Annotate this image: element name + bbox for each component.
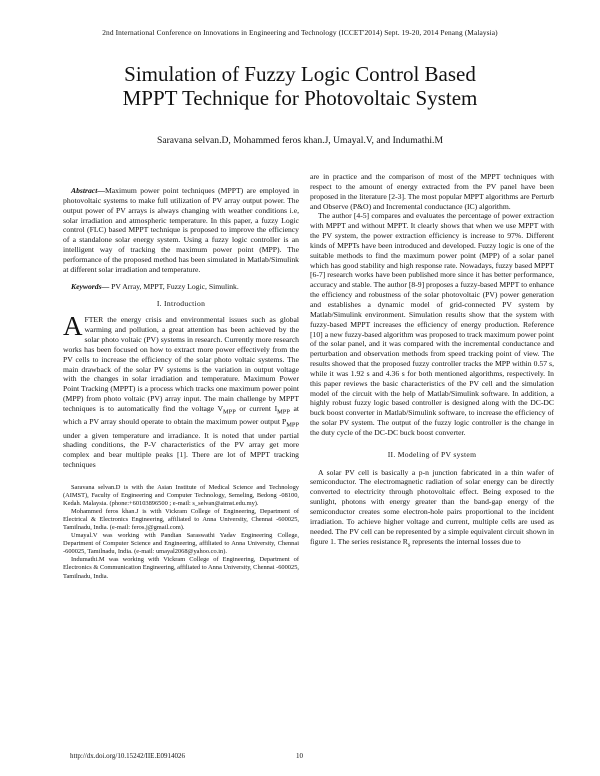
intro-sub-3: MPP [286,421,299,429]
abstract-label: Abstract— [71,186,105,195]
drop-cap: A [63,311,83,342]
footnote: Umayal.V was working with Pandian Saraswathi Yadav Engineering College, Department of Computer Science and Engineering, affiliated to Anna University, Chennai -600025, Tamilnadu, India. (e-mail: umayal2068@yahoo.co.in). [63,532,299,556]
abstract [63,186,299,275]
footnotes [63,484,299,581]
paper-title [40,62,560,110]
modeling-sub: s [407,541,411,549]
page-number: 10 [296,752,303,760]
section-heading-introduction: I. Introduction [156,299,206,309]
modeling-text: A solar PV cell is basically a p-n junction fabricated in a thin wafer of semiconductor. The electromagnetic radiation of solar energy can be directly converted to electricity through photovoltaic effect. Being exposed to the sunlight, photons with energy greater than the band-gap energy of the semiconductor creates some electron-hole pairs proportional to the incident irradiation. To achieve higher voltage and current, multiple cells are used as needed. The PV cell can be represented by a simple equivalent circuit shown in figure 1. The series resistance R [310,467,554,546]
abstract-text: Maximum power point techniques (MPPT) are employed in photovoltaic systems to make full utilization of PV array output power. The output power of PV arrays is always changing with weather conditions i.e, solar irradiation and atmospheric temperature. In this paper, a fuzzy Logic control (FLC) based MPPT technique is proposed to improve the efficiency of a standalone solar energy system. Using a fuzzy logic controller is an intelligent way of tracking the maximum power point (MPP). The performance of the proposed method has been simulated in Matlab/Simulink at different solar irradiation and temperature. [63,186,299,274]
title-line-1: Simulation of Fuzzy Logic Control Based [124,62,476,86]
title-line-2: MPPT Technique for Photovoltaic System [122,86,478,110]
right-paragraph-1: are in practice and the comparison of most of the MPPT techniques with respect to the amount of energy extracted from the PV panel have been proposed in the literature [2-3]. The most popular MPPT algorithms are Perturb and Observe (P&O) and Incremental conductance (IC) algorithm. [310,172,554,211]
conference-header: 2nd International Conference on Innovations in Engineering and Technology (ICCET'2014) Sept. 19-20, 2014 Penang (Malaysia) [102,28,498,37]
introduction-paragraph [63,311,299,470]
doi-link[interactable]: http://dx.doi.org/10.15242/IIE.E0914026 [70,752,185,760]
intro-lead: FTER [84,315,104,325]
footnote: Mohammed feros khan.J is with Vickram College of Engineering, Department of Electrical & Electronics Engineering, affiliated to Anna University, Chennai -600025, Tamilnadu, India. (e-mail: feros.j@gmail.com). [63,508,299,532]
intro-text: the energy crisis and environmental issues such as global warming and pollution, a great attention has been achieved by the solar photo voltaic (PV) systems in research. Currently more research works has been focused on how to extract more power effectively from the PV cells to increase the efficiency of the solar photo voltaic systems. The main drawback of the solar PV systems is the variation in output voltage with the changes in solar irradiation and temperature. Maximum Power Point Tracking (MPPT) is a process which tracks one maximum power point (MPP) from photo voltaic (PV) array input. The main challenge by MPPT techniques is to automatically find the voltage V [63,315,299,413]
modeling-text-end: represents the internal losses due to [410,536,521,546]
right-paragraph-2: The author [4-5] compares and evaluates the percentage of power extraction with MPPT and without MPPT. It clearly shows that when we use MPPT with the PV system, the power extraction efficiency is increase to 97%. Different kinds of MPPTs have been introduced and developed. Fuzzy logic is one of the suitable methods to find the maximum power point (MPP) of a solar panel which has good stability and high response rate. Nowadays, fuzzy based MPPT [6-7] research works have been published more since it has better performance, accuracy and stable. The author [8-9] proposes a fuzzy-based MPPT to enhance the efficiency and robustness of the solar photovoltaic (PV) power generation and establishes a dynamic model of grid-connected PV system by Matlab/Simulink environment. Simulation results show that the system with fuzzy-based MPPT increases the efficiency of energy production. Reference [10] a new fuzzy-based algorithm was proposed to track maximum power point of the solar panel, and it was compared with the incremental conductance and perturbation and observation methods from speed tracking point of view. The results showed that the proposed fuzzy controller tracks the MPP within 0.57 s, while it was 1.92 s and 4.36 s for both mentioned algorithms, respectively. In this paper reviews the basic characteristics of the PV cell and the simulation model of the circuit with the help of Matlab/Simulink software. In addition, a highly robust fuzzy logic based controller is designed along with the DC-DC buck boost converter in Matlab/Simulink software, to increase the efficiency of the solar PV system. The output of the fuzzy logic controller is the change in the duty cycle of the DC-DC buck boost converter. [310,211,554,437]
intro-sub-2: MPP [277,408,290,416]
left-column [63,186,299,581]
footnote: Indumathi.M was working with Vickram College of Engineering, Department of Electronics & Communication Engineering, affiliated to Anna University, Chennai -600025, Tamilnadu, India. [63,556,299,580]
right-column [310,172,554,550]
section-heading-modeling: II. Modeling of PV system [387,449,477,459]
intro-text-4: under a given temperature and irradiance. It is noted that under partial shading conditions, the P-V characteristics of the PV array get more complex and bear multiple peaks [1]. There are lot of MPPT tracking techniques [63,430,299,470]
right-paragraph-3 [310,468,554,550]
intro-text-3: at which a PV array should operate to obtain the maximum power output P [63,403,299,427]
keywords-label: Keywords— [71,281,110,291]
keywords-text: PV Array, MPPT, Fuzzy Logic, Simulink. [109,281,239,291]
keywords [63,282,299,292]
author-list: Saravana selvan.D, Mohammed feros khan.J, Umayal.V, and Indumathi.M [157,135,443,146]
intro-sub-1: MPP [223,408,236,416]
intro-text-2: or current I [235,403,278,413]
footnote: Saravana selvan.D is with the Asian Institute of Medical Science and Technology (AIMST), Faculty of Engineering and Computer Technology, Semeling, Bedong -08100, Kedah. Malaysia. (phone:+60103896500 ; e-mail: s_selvan@aimst.edu.my). [63,484,299,508]
